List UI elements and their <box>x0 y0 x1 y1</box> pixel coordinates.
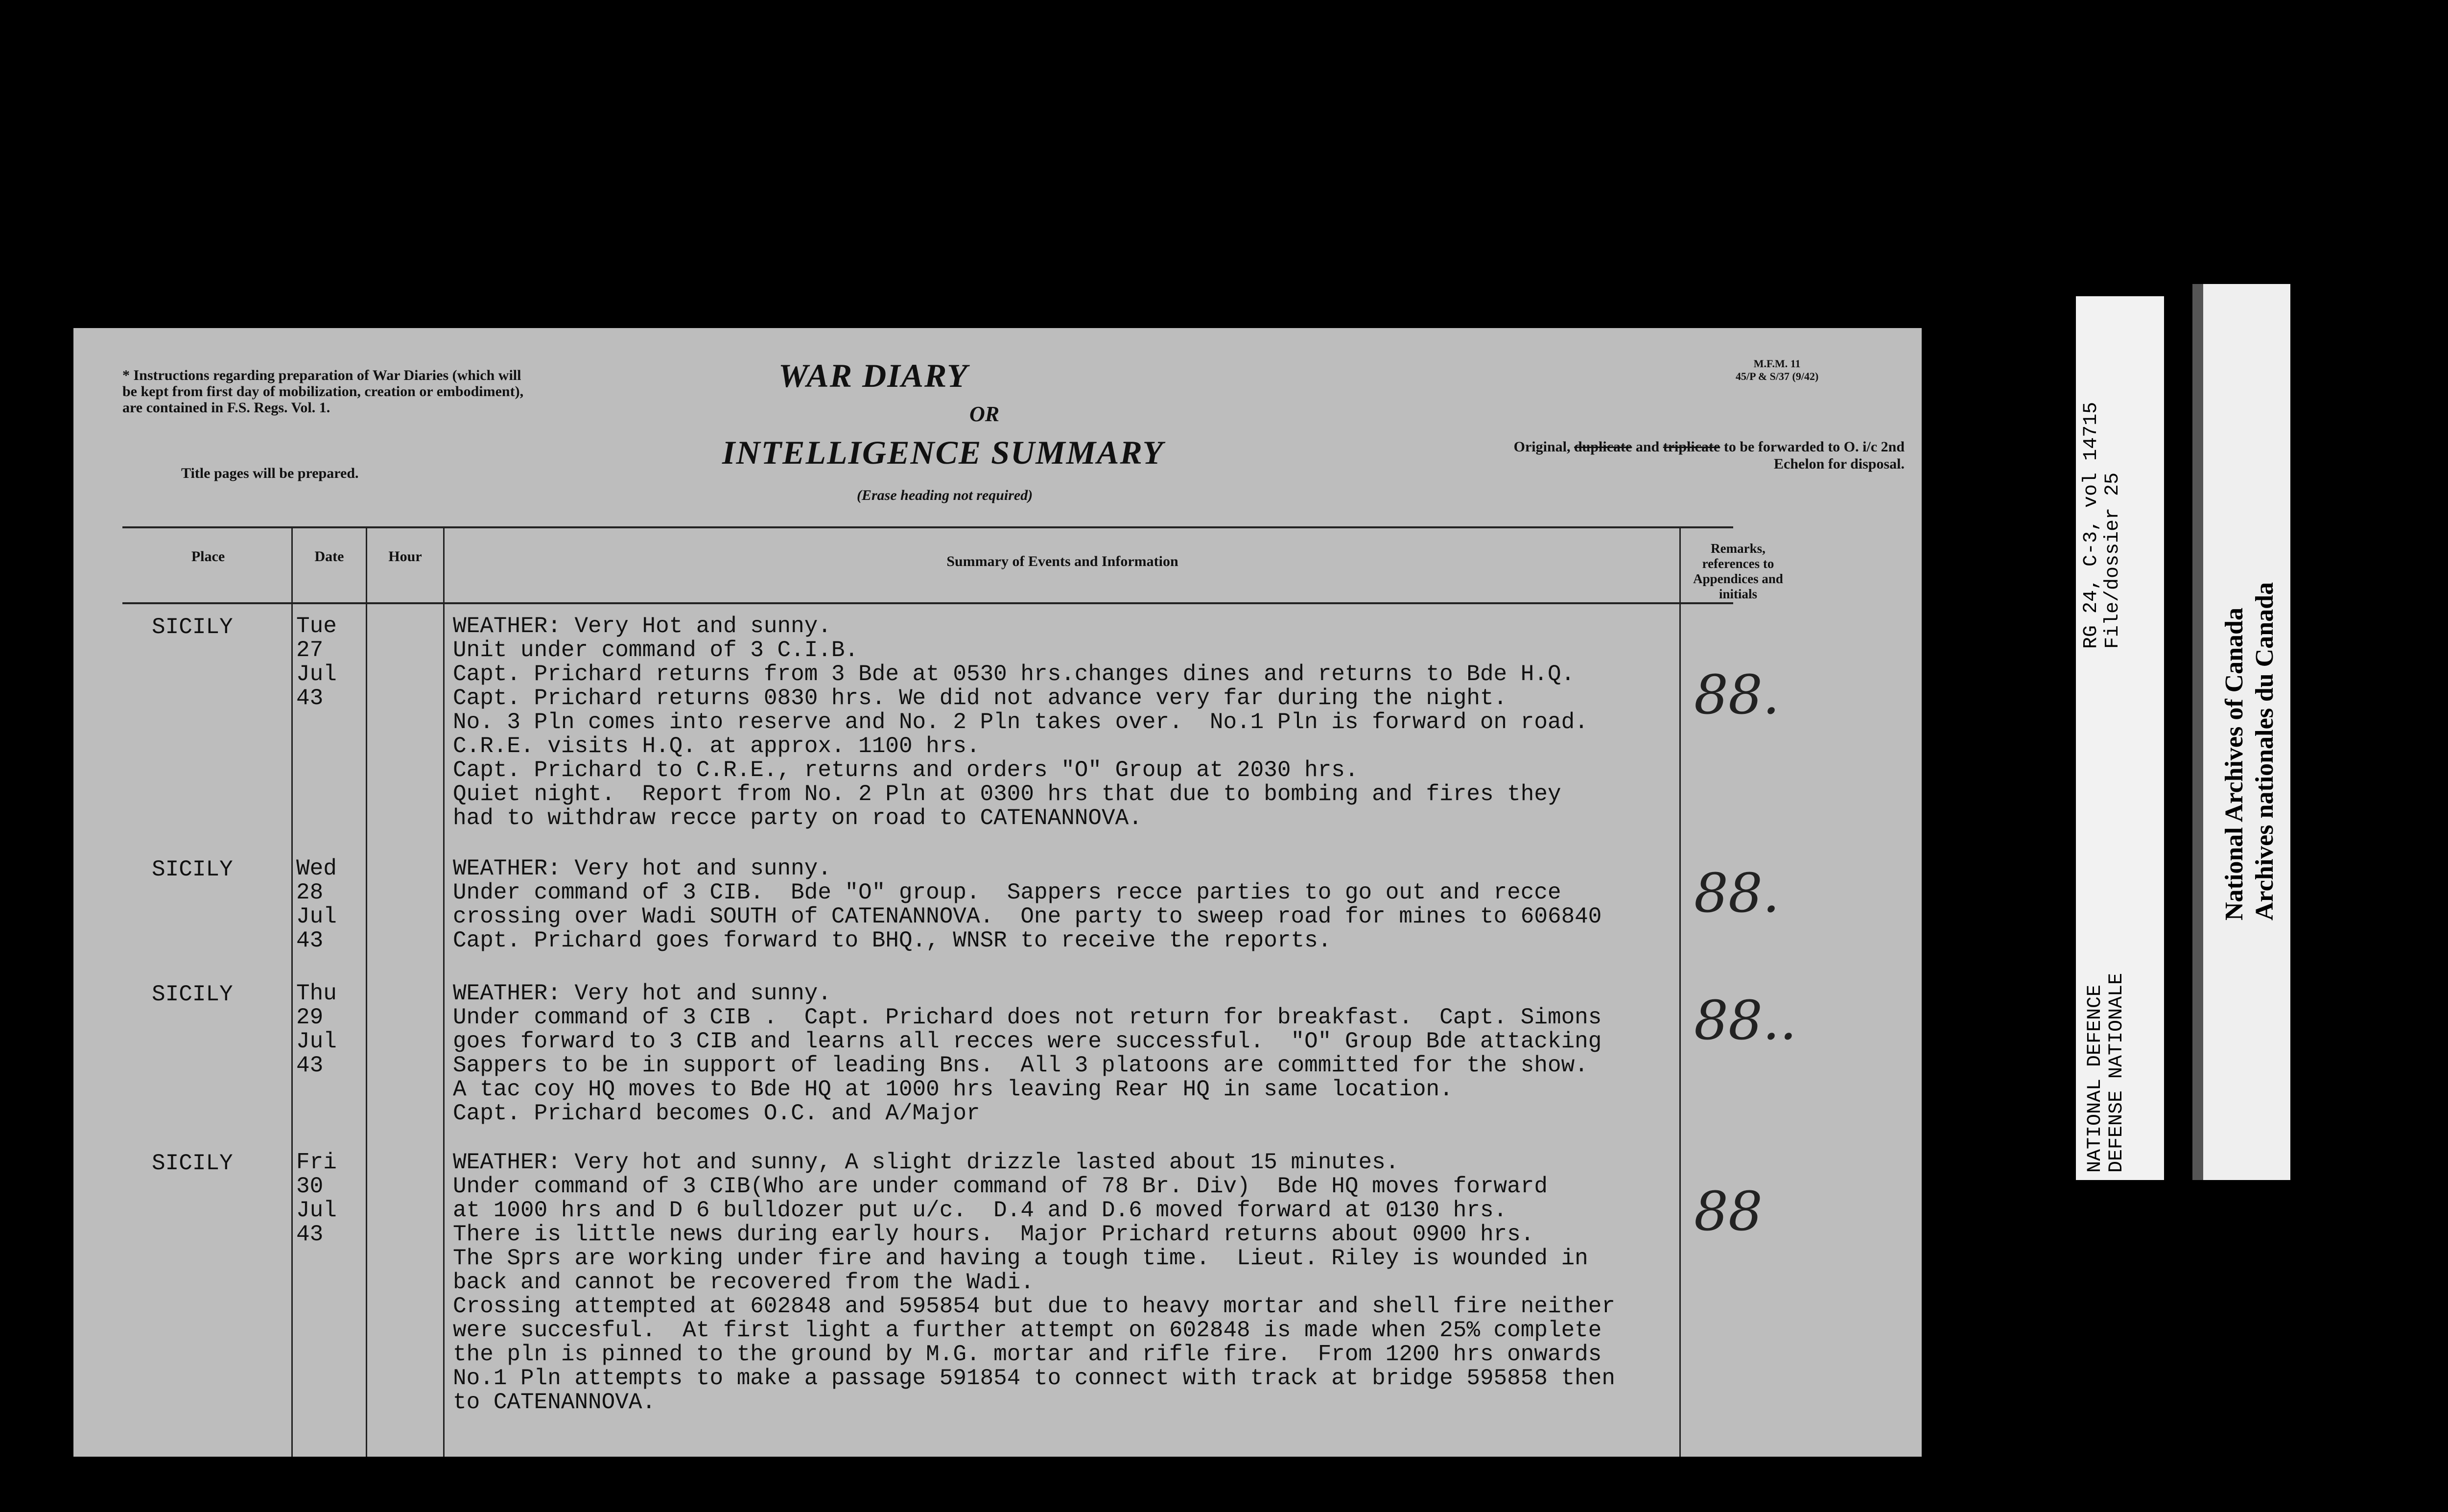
entry-date: Wed 28 Jul 43 <box>296 856 337 953</box>
archive-reference-tab <box>2076 296 2164 1180</box>
form-title-or: OR <box>969 402 1000 426</box>
department-label: NATIONAL DEFENCE DEFENSE NATIONALE <box>2084 972 2128 1173</box>
entry-place: SICILY <box>152 1151 233 1176</box>
entry-place: SICILY <box>152 614 233 640</box>
entry-initials: 88.. <box>1694 989 1797 1052</box>
original-disposal-note: Original, duplicate and triplicate to be forwarded to O. i/c 2nd Echelon for disposal. <box>1513 439 1905 472</box>
entry-place: SICILY <box>152 857 233 882</box>
archives-name: National Archives of Canada Archives nationales du Canada <box>2220 582 2279 921</box>
form-title: WAR DIARY <box>778 357 968 394</box>
column-header-summary: Summary of Events and Information <box>946 553 1178 569</box>
entry-initials: 88. <box>1694 663 1780 726</box>
strip-edge <box>2192 284 2203 1180</box>
entry-date: Thu 29 Jul 43 <box>296 981 337 1078</box>
entry-summary: WEATHER: Very hot and sunny, A slight drizzle lasted about 15 minutes. Under command of 3 CIB(Who are under command of 78 Br. Div) Bde HQ moves forward at 1000 hrs and D 6 bulldozer put u/c. D.4 and D.6 moved forward at 0130 hrs. There is little news during early hours. Major Prichard returns about 0900 hrs. The Sprs are working under fire and having a tough time. Lieut. Riley is wounded in back and cannot be recovered from the Wadi. Crossing attempted at 602848 and 595854 but due to heavy mortar and shell fire neither were succesful. At first light a further attempt on 602848 is made when 25% complete the pln is pinned to the ground by M.G. mortar and rifle fire. From 1200 hrs onwards No.1 Pln attempts to make a passage 591854 to connect with track at bridge 595858 then to CATENANNOVA. <box>453 1150 1615 1415</box>
column-header-place: Place <box>191 548 225 565</box>
entry-date: Tue 27 Jul 43 <box>296 614 337 711</box>
archives-label-strip <box>2192 284 2290 1180</box>
column-header-date: Date <box>314 548 344 565</box>
instructions-note: * Instructions regarding preparation of War Diaries (which will be kept from first day of mobilization, creation or embodiment), are contained in F.S. Regs. Vol. 1. <box>122 367 524 416</box>
war-diary-form <box>73 328 1922 1457</box>
table-top-rule <box>122 526 1733 528</box>
entry-initials: 88. <box>1694 862 1780 924</box>
entry-date: Fri 30 Jul 43 <box>296 1150 337 1247</box>
form-subtitle: INTELLIGENCE SUMMARY <box>722 434 1164 471</box>
form-code: M.F.M. 11 45/P & S/37 (9/42) <box>1736 357 1819 382</box>
entry-summary: WEATHER: Very hot and sunny. Under command of 3 CIB . Capt. Prichard does not return for breakfast. Capt. Simons goes forward to 3 CIB and learns all recces were successful. "O" Group Bde attacking Sappers to be in support of leading Bns. All 3 platoons are committed for the show. A tac coy HQ moves to Bde HQ at 1000 hrs leaving Rear HQ in same location. Capt. Prichard becomes O.C. and A/Major <box>453 981 1602 1126</box>
title-pages-note: Title pages will be prepared. <box>181 465 359 481</box>
table-header-rule <box>122 602 1733 604</box>
archive-reference: RG 24, C-3, vol 14715 File/dossier 25 <box>2080 402 2124 649</box>
entry-initials: 88 <box>1694 1180 1763 1243</box>
col-divider-hour <box>443 526 445 1457</box>
entry-place: SICILY <box>152 982 233 1007</box>
column-header-hour: Hour <box>388 548 422 565</box>
entry-summary: WEATHER: Very Hot and sunny. Unit under command of 3 C.I.B. Capt. Prichard returns from 3 Bde at 0530 hrs.changes dines and returns to Bde H.Q. Capt. Prichard returns 0830 hrs. We did not advance very far during the night. No. 3 Pln comes into reserve and No. 2 Pln takes over. No.1 Pln is forward on road. C.R.E. visits H.Q. at approx. 1100 hrs. Capt. Prichard to C.R.E., returns and orders "O" Group at 2030 hrs. Quiet night. Report from No. 2 Pln at 0300 hrs that due to bombing and fires they had to withdraw recce party on road to CATENANNOVA. <box>453 614 1588 831</box>
col-divider-date <box>366 526 367 1457</box>
column-header-remarks: Remarks, references to Appendices and initials <box>1693 541 1783 601</box>
entry-summary: WEATHER: Very hot and sunny. Under command of 3 CIB. Bde "O" group. Sappers recce parties to go out and recce crossing over Wadi SOUTH of CATENANNOVA. One party to sweep road for mines to 606840 Capt. Prichard goes forward to BHQ., WNSR to receive the reports. <box>453 856 1602 953</box>
col-divider-place <box>291 526 293 1457</box>
erase-heading-note: (Erase heading not required) <box>857 487 1033 503</box>
